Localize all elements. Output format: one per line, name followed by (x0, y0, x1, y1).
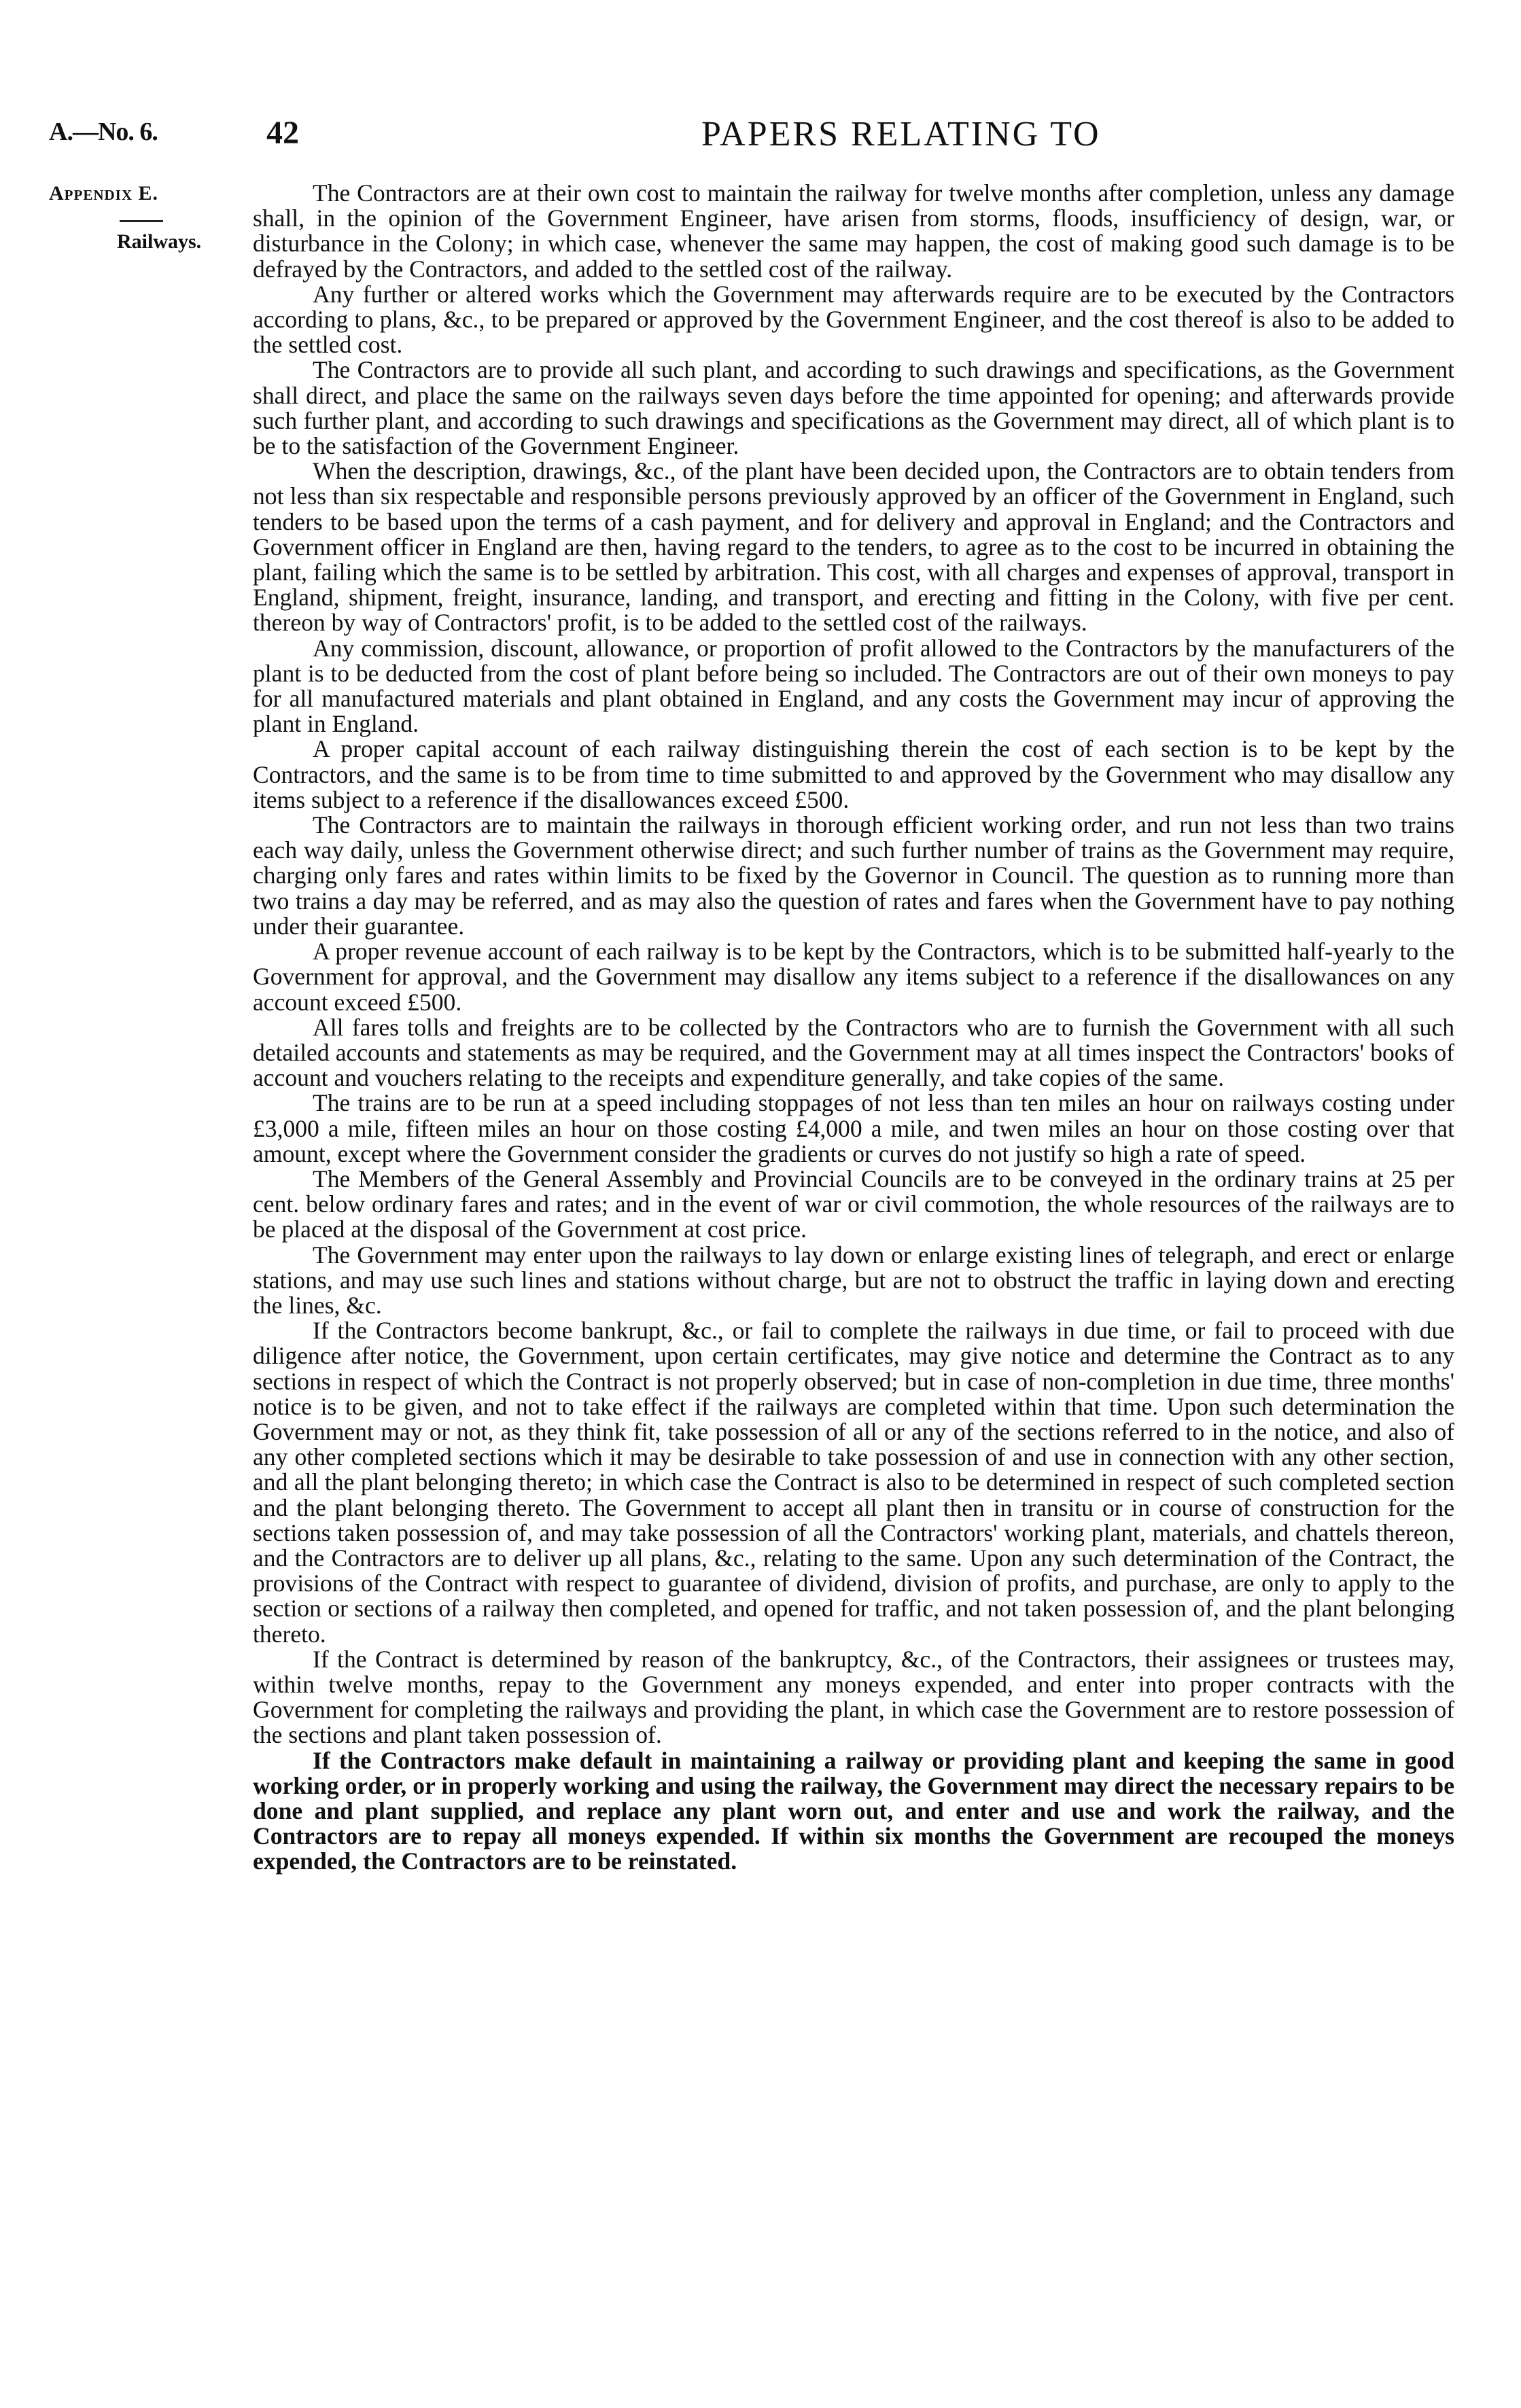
paragraph-working-order: The Contractors are to maintain the railways in thorough efficient working order, and run not less than two trains each way daily, unless the Government otherwise direct; and such further number of trains as the Government may require, charging only fares and rates within limits to be fixed by the Governor in Council. The question as to running more than two trains a day may be referred, and as may also the question of rates and fares when the Government have to pay nothing under their guarantee. (253, 811, 1454, 940)
paragraph-plant-tenders: When the description, drawings, &c., of the plant have been decided upon, the Contractors are to obtain tenders from not less than six respectable and responsible persons previously approved by an officer of the Government in England, such tenders to be based upon the terms of a cash payment, and for delivery and approval in England; and the Contractors and Government officer in England are then, having regard to the tenders, to agree as to the cost to be incurred in obtaining the plant, failing which the same is to be settled by arbitration. This cost, with all charges and expenses of approval, transport in England, shipment, freight, insurance, landing, and transport, and erecting and fitting in the Colony, with five per cent. thereon by way of Contractors' profit, is to be added to the settled cost of the railways. (253, 457, 1454, 637)
page-header (49, 114, 1476, 162)
margin-appendix-label: Appendix E. (49, 182, 159, 205)
margin-note (49, 182, 239, 253)
paragraph-members-fares: The Members of the General Assembly and Provincial Councils are to be conveyed in the ordinary trains at 25 per cent. below ordinary fares and rates; and in the event of war or civil commotion, the whole resources of the railways are to be placed at the disposal of the Government at cost price. (253, 1165, 1454, 1243)
margin-subject-label: Railways. (117, 230, 202, 253)
paragraph-default: If the Contractors make default in maintaining a railway or providing plant and keeping the same in good working order, or in properly working and using the railway, the Government may direct the necessary repairs to be done and plant supplied, and replace any plant worn out, and enter and use and work the railway, and the Contractors are to repay all moneys expended. If within six months the Government are recouped the moneys expended, the Contractors are to be reinstated. (253, 1746, 1454, 1875)
paragraph-assignees: If the Contract is determined by reason of the bankruptcy, &c., of the Contractors, their assignees or trustees may, within twelve months, repay to the Government any moneys expended, and enter into proper contracts with the Government for completing the railways and providing the plant, in which case the Government are to restore possession of the sections and plant taken possession of. (253, 1645, 1454, 1749)
paragraph-revenue-account: A proper revenue account of each railway is to be kept by the Contractors, which is to be submitted half-yearly to the Government for approval, and the Government may disallow any items subject to a reference if the disallowances on any account exceed £500. (253, 938, 1454, 1016)
paragraph-provide-plant: The Contractors are to provide all such plant, and according to such drawings and specifications, as the Government shall direct, and place the same on the railways seven days before the time appointed for opening; and afterwards provide such further plant, and according to such drawings and specifications as the Government may direct, all of which plant is to be to the satisfaction of the Government Engineer. (253, 356, 1454, 460)
paragraph-maintenance: The Contractors are at their own cost to maintain the railway for twelve months after completion, unless any damage shall, in the opinion of the Government Engineer, have arisen from storms, floods, insufficiency of design, war, or disturbance in the Colony; in which case, whenever the same may happen, the cost of making good such damage is to be defrayed by the Contractors, and added to the settled cost of the railway. (253, 179, 1454, 283)
paragraph-telegraph: The Government may enter upon the railways to lay down or enlarge existing lines of telegraph, and erect or enlarge stations, and may use such lines and stations without charge, but are not to obstruct the traffic in laying down and erecting the lines, &c. (253, 1241, 1454, 1319)
body-text (253, 181, 1454, 1875)
running-title: PAPERS RELATING TO (701, 115, 1101, 154)
paragraph-bankruptcy: If the Contractors become bankrupt, &c., or fail to complete the railways in due time, or fail to proceed with due diligence after notice, the Government, upon certain certificates, may give notice and determine the Contract as to any sections in respect of which the Contract is not properly observed; but in case of non-completion in due time, three months' notice is to be given, and not to take effect if the railways are completed within that time. Upon such determination the Government may or not, as they think fit, take possession of all or any of the sections referred to in the notice, and also of any other completed sections which it may be desirable to take possession of and use in connection with any other section, and all the plant belonging thereto; in which case the Contract is also to be determined in respect of such completed section and the plant belonging thereto. The Government to accept all plant then in transitu or in course of construction for the sections taken possession of, and may take possession of all the Contractors' working plant, materials, and chattels thereon, and the Contractors are to deliver up all plans, &c., relating to the same. Upon any such determination of the Contract, the provisions of the Contract with respect to guarantee of dividend, division of profits, and purchase, are only to apply to the section or sections of a railway then completed, and opened for traffic, and not taken possession of, and the plant belonging thereto. (253, 1317, 1454, 1648)
paragraph-altered-works: Any further or altered works which the Government may afterwards require are to be executed by the Contractors according to plans, &c., to be prepared or approved by the Government Engineer, and the cost thereof is also to be added to the settled cost. (253, 280, 1454, 359)
page-number: 42 (266, 115, 299, 151)
paragraph-fares-tolls: All fares tolls and freights are to be collected by the Contractors who are to furnish the Government with all such detailed accounts and statements as may be required, and the Government may at all times inspect the Contractors' books of account and vouchers relating to the receipts and expenditure generally, and take copies of the same. (253, 1013, 1454, 1092)
paragraph-commission: Any commission, discount, allowance, or proportion of profit allowed to the Contractors by the manufacturers of the plant is to be deducted from the cost of plant before being so included. The Contractors are out of their own moneys to pay for all manufactured materials and plant obtained in England, and any costs the Government may incur of approving the plant in England. (253, 634, 1454, 738)
paragraph-train-speed: The trains are to be run at a speed including stoppages of not less than ten miles an hour on railways costing under £3,000 a mile, fifteen miles an hour on those costing £4,000 a mile, and twen miles an hour on those costing over that amount, except where the Government consider the gradients or curves do not justify so high a rate of speed. (253, 1089, 1454, 1167)
document-series: A.—No. 6. (49, 118, 158, 146)
paragraph-capital-account: A proper capital account of each railway distinguishing therein the cost of each section is to be kept by the Contractors, and the same is to be from time to time submitted to and approved by the Government who may disallow any items subject to a reference if the disallowances exceed £500. (253, 735, 1454, 813)
margin-rule (120, 220, 163, 222)
